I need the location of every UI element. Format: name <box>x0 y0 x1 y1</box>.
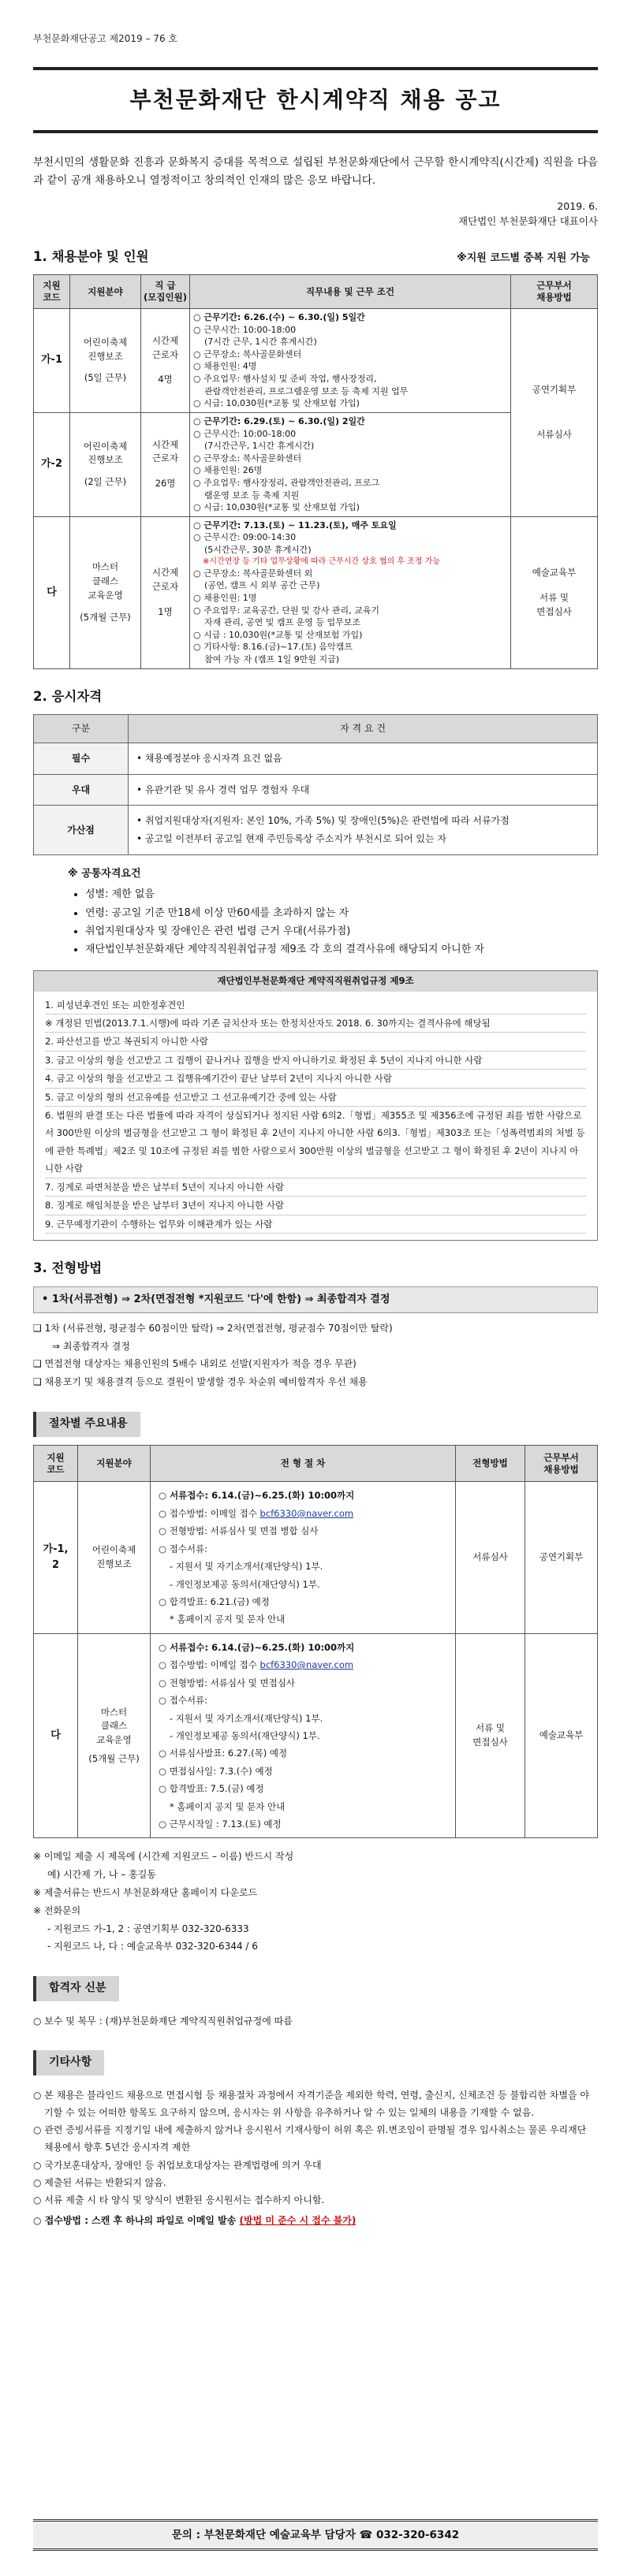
common-requirement: • 취업지원대상자 및 장애인은 관련 법령 근거 우대(서류가점) <box>85 922 598 940</box>
proc-step: ○ 근무시작일 : 7.13.(토) 예정 <box>159 1818 282 1830</box>
etc-item: ○ 국가보훈대상자, 장애인 등 취업보호대상자는 관계법령에 의거 우대 <box>33 2159 322 2171</box>
row-field-name: 어린이축제 진행보조 <box>83 336 128 362</box>
duty-line: ○ 근무장소: 복사골문화센터 <box>193 452 302 463</box>
col-duties: 직무내용 및 근무 조건 <box>190 275 511 309</box>
section2-title: 2. 응시자격 <box>33 688 103 704</box>
proc-col-code: 지원 코드 <box>34 1445 78 1482</box>
proc-field <box>78 1633 151 1838</box>
qual-label: 우대 <box>34 774 129 806</box>
row-duties <box>190 309 511 413</box>
selection-flow: • 1차(서류전형) ⇒ 2차(면접전형 *지원코드 '다'에 한함) ⇒ 최종합격자 결정 <box>33 1286 598 1313</box>
etc-item: ○ 서류 제출 시 타 양식 및 양식이 변환된 응시원서는 접수하지 아니함. <box>33 2194 325 2206</box>
regulation-item: 1. 피성년후견인 또는 피한정후견인 <box>45 996 586 1014</box>
duty-line: ○ 시급 : 10,030원(*교통 및 산재보험 가입) <box>193 629 363 640</box>
row-code: 가-2 <box>34 412 70 516</box>
row-duties <box>190 516 511 668</box>
note-line: ※ 이메일 제출 시 제목에 (시간제 지원코드 – 이름) 반드시 작성 <box>33 1851 294 1863</box>
signature: 재단법인 부천문화재단 대표이사 <box>458 215 598 228</box>
status-text: ○ 보수 및 복무 : (재)부천문화재단 계약직직원취업규정에 따름 <box>33 2015 293 2027</box>
duty-line: ○ 근무장소: 복사골문화센터 <box>193 348 302 359</box>
regulation-box <box>33 970 598 1241</box>
contact-footer: 문의 : 부천문화재단 예술교육부 담당자 ☎ 032-320-6342 <box>33 2519 598 2551</box>
proc-method: 서류 및 면접심사 <box>456 1633 525 1838</box>
etc-item: ○ 관련 증빙서류를 지정기일 내에 제출하지 않거나 응시원서 기재사항이 허위 혹은 위.변조임이 판명될 경우 입사취소는 물론 우리재단 채용에서 향후 5년간 응시자격 제한 <box>33 2124 587 2153</box>
selection-line: ❑ 면접전형 대상자는 채용인원의 5배수 내외로 선발(지원자가 적을 경우 무관) <box>33 1358 357 1370</box>
qual-label: 필수 <box>34 743 129 774</box>
qual-items <box>129 774 598 806</box>
proc-step: - 지원서 및 자기소개서(재단양식) 1부. <box>170 1712 323 1724</box>
qual-row <box>34 743 598 774</box>
duty-line: ○ 근무장소: 복사골문화센터 외 <box>193 568 313 579</box>
doc-number: 부천문화재단공고 제2019 – 76 호 <box>33 33 177 44</box>
proc-step: ○ 합격발표: 6.21.(금) 예정 <box>159 1596 270 1607</box>
submission-method <box>33 2212 598 2229</box>
row-code: 가-1 <box>34 309 70 413</box>
selection-line: ⇒ 최종합격자 결정 <box>52 1340 130 1352</box>
proc-step: ○ 전형방법: 서류심사 및 면접 병합 심사 <box>159 1525 319 1537</box>
regulation-title: 재단법인부천문화재단 계약직직원취업규정 제9조 <box>34 971 597 992</box>
proc-step: ○ 접수방법: 이메일 접수 bcf6330@naver.com <box>159 1659 354 1671</box>
duty-line: ○ 채용인원: 26명 <box>193 465 263 476</box>
common-requirements-list <box>85 885 598 959</box>
etc-label: 기타사항 <box>33 2050 104 2075</box>
qual-item-text: 유관기관 및 유사 경력 업무 경험자 우대 <box>144 784 310 795</box>
section1-note: ※지원 코드별 중복 지원 가능 <box>457 251 590 264</box>
row-rank <box>141 516 190 668</box>
duty-line: ○ 근무기간: 6.29.(토) ~ 6.30.(일) 2일간 <box>193 415 365 426</box>
col-requirement: 자 격 요 건 <box>129 715 598 743</box>
row-rank <box>141 412 190 516</box>
procedure-row <box>34 1633 598 1838</box>
status-label: 합격자 신분 <box>33 1976 119 2001</box>
col-rank: 직 급 (모집인원) <box>141 275 190 309</box>
duty-line: ○ 근무시간: 10:00-18:00 <box>193 428 297 439</box>
row-field <box>70 412 141 516</box>
proc-field-name: 마스터 클래스 교육운영 <box>96 1706 132 1746</box>
duty-line: ○ 기타사항: 8.16.(금)~17.(토) 음악캠프 <box>193 642 353 653</box>
col-code: 지원 코드 <box>34 275 70 309</box>
submission-method-text: ○ 접수방법 : 스캔 후 하나의 파일로 이메일 발송 <box>33 2215 237 2227</box>
bullet-icon: • <box>136 752 145 764</box>
bullet-icon: • <box>136 784 145 795</box>
note-line: - 지원코드 나, 다 : 예술교육부 032-320-6344 / 6 <box>47 1941 258 1952</box>
proc-field <box>78 1482 151 1633</box>
duty-line: ○ 주요업무: 행사장정리, 관람객안전관리, 프로그 <box>193 477 380 488</box>
proc-step: - 개인정보제공 동의서(재단양식) 1부. <box>170 1729 320 1741</box>
proc-step: ○ 접수서류: <box>159 1695 207 1707</box>
duty-line: 참여 가능 자 (캠프 1일 9만원 지급) <box>204 654 340 665</box>
duty-line: 램운영 보조 등 축제 지원 <box>204 490 300 501</box>
row-count: 4명 <box>158 374 173 385</box>
regulation-item: ※ 개정된 민법(2013.7.1.시행)에 따라 기존 금치산자 또는 한정치산자도 2018. 6. 30까지는 결격사유에 해당됨 <box>45 1014 586 1033</box>
proc-field-sub: (5개월 근무) <box>88 1752 140 1764</box>
proc-step: ○ 서류접수: 6.14.(금)~6.25.(화) 10:00까지 <box>159 1641 355 1653</box>
proc-step: * 홈페이지 공지 및 문자 안내 <box>170 1614 286 1625</box>
application-notes <box>33 1848 598 1956</box>
row-field-sub: (5개월 근무) <box>80 611 131 623</box>
duty-line: ○ 근무기간: 7.13.(토) ~ 11.23.(토), 매주 토요일 <box>193 519 397 530</box>
title-box <box>33 67 598 133</box>
qual-items <box>129 743 598 774</box>
duty-line: ○ 채용인원: 4명 <box>193 361 257 372</box>
duty-line: ○ 근무기간: 6.26.(수) ~ 6.30.(일) 5일간 <box>193 312 365 323</box>
qual-item-text: 취업지원대상자(지원자: 본인 10%, 가족 5%) 및 장애인(5%)은 관련법에 따라 서류가점 <box>144 815 510 827</box>
proc-step: ○ 합격발표: 7.5.(금) 예정 <box>159 1783 264 1795</box>
duty-line: ○ 근무시간: 09:00-14:30 <box>193 532 297 543</box>
duty-line: ○ 채용인원: 1명 <box>193 593 257 604</box>
qual-item <box>136 781 589 799</box>
common-requirement: • 성별: 제한 없음 <box>85 885 598 903</box>
row-method: 서류 및 면접심사 <box>536 591 572 617</box>
regulation-body <box>34 992 597 1240</box>
section1-header <box>33 247 598 267</box>
row-rank-name: 시간제 근로자 <box>151 438 179 464</box>
proc-col-method: 전형방법 <box>456 1445 525 1482</box>
email-link[interactable]: bcf6330@naver.com <box>259 1659 354 1671</box>
bullet-icon: • <box>136 833 145 845</box>
qual-row <box>34 806 598 855</box>
row-field-name: 마스터 클래스 교육운영 <box>88 561 123 601</box>
row-method: 서류심사 <box>536 429 572 441</box>
note-line: 예) 시간제 가, 나 – 홍길동 <box>47 1869 156 1881</box>
row-rank-name: 시간제 근로자 <box>151 567 179 592</box>
common-requirement: • 재단법인부천문화재단 계약직직원취업규정 제9조 각 호의 결격사유에 해당되지 아니한 자 <box>85 940 598 959</box>
proc-method: 서류심사 <box>456 1482 525 1633</box>
row-rank <box>141 309 190 413</box>
submission-warning: (방법 미 준수 시 접수 불가) <box>239 2215 357 2227</box>
proc-col-steps: 전 형 절 차 <box>151 1445 456 1482</box>
row-count: 26명 <box>155 478 176 490</box>
row-dept-name: 예술교육부 <box>532 567 577 578</box>
proc-field-name: 어린이축제 진행보조 <box>91 1544 136 1570</box>
recruit-row <box>34 516 598 668</box>
page-title: 부천문화재단 한시계약직 채용 공고 <box>129 86 502 113</box>
selection-line: ❑ 1차 (서류전형, 평균점수 60점이만 탈락) ⇒ 2차(면접전형, 평균점수 70점이만 탈락) <box>33 1322 393 1334</box>
proc-step: ○ 서류심사발표: 6.27.(목) 예정 <box>159 1748 288 1759</box>
qual-row <box>34 774 598 806</box>
duty-line: 자재 관리, 공연 및 캠프 운영 등 업무보조 <box>204 617 360 628</box>
proc-dept: 공연기획부 <box>525 1482 598 1633</box>
row-field-sub: (5일 근무) <box>84 372 127 384</box>
duty-line: ○ 주요업무: 행사설치 및 준비 작업, 행사장정리, <box>193 374 377 385</box>
proc-dept: 예술교육부 <box>525 1633 598 1838</box>
proc-col-field: 지원분야 <box>78 1445 151 1482</box>
duty-line: 관람객안전관리, 프로그램운영 보조 등 축제 지원 업무 <box>204 385 409 396</box>
regulation-item: 6. 법원의 판결 또는 다른 법률에 따라 자격이 상실되거나 정지된 사람 6의2.「형법」제355조 및 제356조에 규정된 죄를 범한 사람으로서 300만원 이상의 벌금형을 선고받고 그 형이 확정된 후 2년이 지나지 아니한 사람 6의3.「형법」제303조 또는「성폭력범죄의 처벌 등에 관한 특례법」제2조 및 10조에 규정된 죄를 범한 사람으로서 300만원 이상의 벌금형을 선고받고 그 형이 확정된 후 2년이 지나지 아니한 사람 <box>45 1107 586 1178</box>
qualification-table <box>33 714 598 855</box>
row-count: 1명 <box>158 605 173 617</box>
etc-item: ○ 제출된 서류는 반환되지 않음. <box>33 2176 166 2188</box>
common-requirement: • 연령: 공고일 기준 만18세 이상 만60세를 초과하지 않는 자 <box>85 904 598 922</box>
recruit-table <box>33 274 598 669</box>
regulation-item: 8. 징계로 해임처분을 받은 날부터 3년이 지나지 아니한 사람 <box>45 1197 586 1215</box>
duty-line: ○ 주요업무: 교육공간, 단원 및 강사 관리, 교육기 <box>193 605 380 616</box>
section3-title: 3. 전형방법 <box>33 1260 103 1276</box>
regulation-item: 7. 징계로 파면처분을 받은 날부터 5년이 지나지 아니한 사람 <box>45 1178 586 1197</box>
row-field <box>70 516 141 668</box>
duty-line: ○ 근무시간: 10:00-18:00 <box>193 324 297 335</box>
selection-line: ❑ 채용포기 및 채용결격 등으로 결원이 발생할 경우 차순위 예비합격자 우선 채용 <box>33 1376 368 1388</box>
row-field-name: 어린이축제 진행보조 <box>83 440 128 466</box>
row-dept <box>511 309 598 517</box>
recruit-row <box>34 309 598 413</box>
qual-item <box>136 830 589 848</box>
duty-line: (5시간근무, 30분 휴게시간) <box>204 545 312 555</box>
notice-date: 2019. 6. <box>557 199 598 212</box>
regulation-item: 4. 금고 이상의 형을 선고받고 그 집행유예기간이 끝난 날부터 2년이 지나지 아니한 사람 <box>45 1070 586 1088</box>
email-link[interactable]: bcf6330@naver.com <box>259 1507 354 1519</box>
proc-step: ○ 접수서류: <box>159 1543 207 1554</box>
regulation-item: 2. 파산선고를 받고 복권되지 아니한 사람 <box>45 1033 586 1051</box>
row-field <box>70 309 141 413</box>
procedure-label: 절차별 주요내용 <box>33 1412 140 1437</box>
note-line: - 지원코드 가-1, 2 : 공연기획부 032-320-6333 <box>47 1923 249 1934</box>
proc-step: ○ 서류접수: 6.14.(금)~6.25.(화) 10:00까지 <box>159 1490 355 1502</box>
duty-line: ○ 시급: 10,030원(*교통 및 산재보험 가입) <box>193 398 360 409</box>
etc-item: ○ 본 채용은 블라인드 채용으로 면접시험 등 채용절차 과정에서 자격기준을 제외한 학력, 연령, 출신지, 신체조건 등 불합리한 차별을 야기할 수 있는 어떠한 항목도 요구하지 않으며, 응시자는 위 사항을 유추하거나 알 수 있는 일체의 내용을 기재할 수 없음. <box>33 2089 589 2119</box>
row-field-sub: (2일 근무) <box>84 476 127 488</box>
note-line: ※ 전화문의 <box>33 1904 81 1916</box>
col-kind: 구분 <box>34 715 129 743</box>
proc-step: ○ 접수방법: 이메일 접수 bcf6330@naver.com <box>159 1507 354 1519</box>
col-dept: 근무부서 채용방법 <box>511 275 598 309</box>
regulation-item: 3. 금고 이상의 형을 선고받고 그 집행이 끝나거나 집행을 받지 아니하기로 확정된 후 5년이 지나지 아니한 사람 <box>45 1052 586 1070</box>
duty-line: (공연, 캠프 시 외부 공간 근무) <box>204 580 320 591</box>
qual-item <box>136 812 589 830</box>
bullet-icon: • <box>136 815 145 827</box>
regulation-item: 5. 금고 이상의 형의 선고유예를 선고받고 그 선고유예기간 중에 있는 사람 <box>45 1089 586 1107</box>
qual-item-text: 채용예정분야 응시자격 요건 없음 <box>144 752 282 764</box>
proc-step: ○ 면접심사일: 7.3.(수) 예정 <box>159 1765 273 1777</box>
row-rank-name: 시간제 근로자 <box>151 334 179 360</box>
selection-details <box>33 1320 598 1391</box>
qual-items <box>129 806 598 855</box>
duty-line: ○ 시급: 10,030원(*교통 및 산재보험 가입) <box>193 502 360 513</box>
row-code: 다 <box>34 516 70 668</box>
proc-step: - 개인정보제공 동의서(재단양식) 1부. <box>170 1578 320 1590</box>
section3-header <box>33 1258 598 1279</box>
row-duties <box>190 412 511 516</box>
section2-header <box>33 687 598 707</box>
common-requirements-title: ※ 공통자격요건 <box>68 868 141 880</box>
qual-label: 가산점 <box>34 806 129 855</box>
proc-steps <box>151 1482 456 1633</box>
col-field: 지원분야 <box>70 275 141 309</box>
procedure-table <box>33 1445 598 1839</box>
proc-step: - 지원서 및 자기소개서(재단양식) 1부. <box>170 1561 323 1573</box>
note-line: ※ 제출서류는 반드시 부천문화재단 홈페이지 다운로드 <box>33 1887 258 1899</box>
section1-title: 1. 채용분야 및 인원 <box>33 248 149 264</box>
qual-item <box>136 750 589 768</box>
proc-steps <box>151 1633 456 1838</box>
row-dept <box>511 516 598 668</box>
proc-step: * 홈페이지 공지 및 문자 안내 <box>170 1800 286 1812</box>
qual-item-text: 공고일 이전부터 공고일 현재 주민등록상 주소지가 부천시로 되어 있는 자 <box>144 833 446 845</box>
row-dept-name: 공연기획부 <box>532 383 577 395</box>
duty-line: (7시간 근무, 1시간 휴게시간) <box>204 337 317 348</box>
regulation-item: 9. 근무예정기관이 수행하는 업무와 이해관계가 있는 사람 <box>45 1215 586 1234</box>
proc-code: 가-1, 2 <box>34 1482 78 1633</box>
duty-line: ※시간연장 등 기타 업무상황에 따라 근무시간 상호 협의 후 조정 가능 <box>203 557 440 566</box>
procedure-row <box>34 1482 598 1633</box>
etc-list <box>33 2086 598 2209</box>
proc-step: ○ 전형방법: 서류심사 및 면접심사 <box>159 1677 295 1688</box>
intro-text: 부천시민의 생활문화 진흥과 문화복지 증대를 목적으로 설립된 부천문화재단에서 근무할 한시계약직(시간제) 직원을 다음과 같이 공개 채용하오니 열정적이고 창의적인 인재의 많은 응모 바랍니다. <box>33 155 598 188</box>
proc-col-dept: 근무부서 채용방법 <box>525 1445 598 1482</box>
proc-code: 다 <box>34 1633 78 1838</box>
duty-line: (7시간근무, 1시간 휴게시간) <box>204 441 315 452</box>
